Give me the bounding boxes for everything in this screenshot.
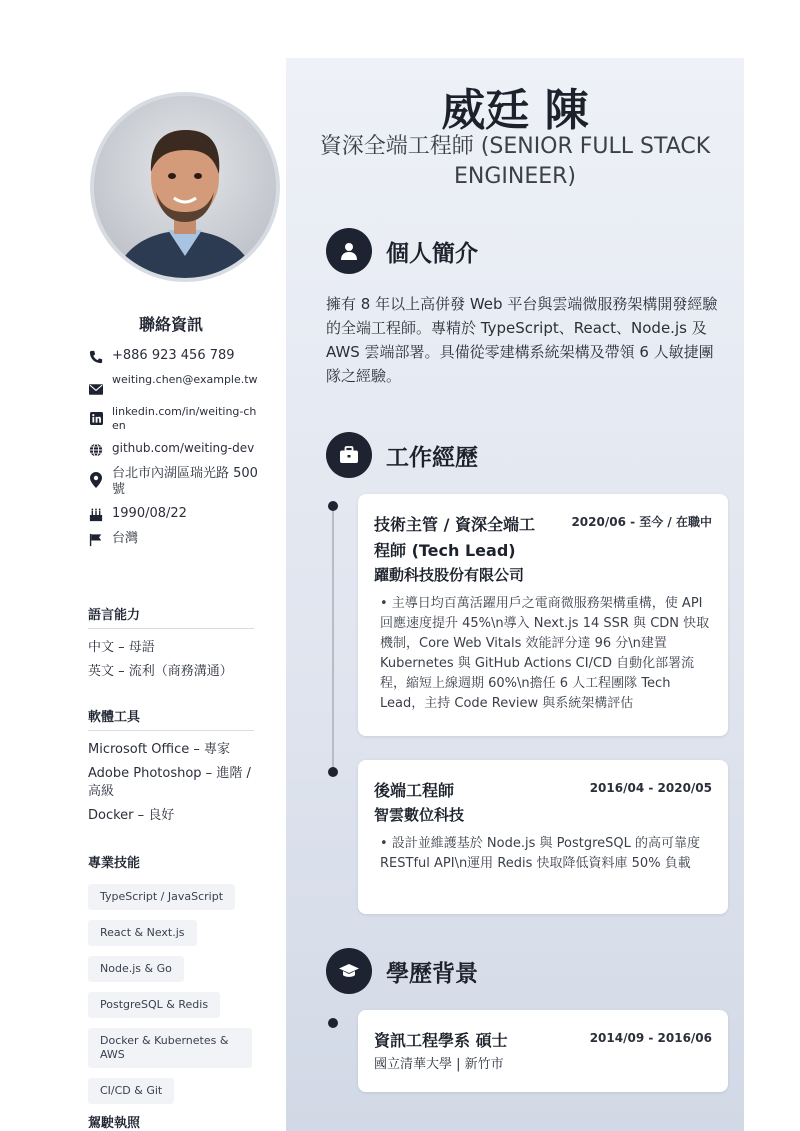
linkedin-icon [88, 410, 104, 426]
software-section [88, 706, 254, 831]
globe-icon [88, 442, 104, 458]
contact-list [88, 348, 258, 556]
sidebar [56, 58, 286, 1131]
software-item: Adobe Photoshop – 進階 / 高級 [88, 766, 251, 799]
graduation-cap-icon [326, 948, 372, 994]
software-item: Microsoft Office – 專家 [88, 742, 231, 757]
skill-chip: CI/CD & Git [88, 1078, 174, 1104]
software-item: Docker – 良好 [88, 808, 175, 823]
cake-icon [88, 507, 104, 523]
contact-github [88, 441, 258, 458]
education-card [358, 1010, 728, 1092]
address-text: 台北市內湖區瑞光路 500 號 [112, 466, 258, 497]
education-degree: 資訊工程學系 碩士 [374, 1031, 508, 1050]
job-title: 技術主管 / 資深全端工程師 (Tech Lead) [374, 515, 535, 560]
skill-chip: Docker & Kubernetes & AWS [88, 1028, 252, 1068]
experience-heading [326, 432, 478, 478]
profile-photo [90, 92, 280, 282]
phone-icon [88, 349, 104, 365]
job-description: • 設計並維護基於 Node.js 與 PostgreSQL 的高可靠度 RESTful API\n運用 Redis 快取降低資料庫 50% 負載 [380, 836, 701, 871]
software-title: 軟體工具 [88, 706, 254, 731]
birthday-text: 1990/08/22 [112, 506, 187, 521]
nationality-text: 台灣 [112, 531, 139, 546]
summary-heading [326, 228, 478, 274]
education-school: 國立清華大學 | 新竹市 [374, 1057, 504, 1072]
languages-section [88, 604, 254, 687]
contact-address [88, 466, 258, 498]
language-item: 中文 – 母語 [88, 640, 155, 655]
education-title: 學歷背景 [386, 960, 478, 987]
education-heading [326, 948, 478, 994]
license-section [88, 1112, 254, 1131]
timeline-dot [328, 767, 338, 777]
job-card [358, 760, 728, 914]
skills-section [88, 852, 254, 1114]
skills-title: 專業技能 [88, 856, 141, 871]
email-link[interactable]: weiting.chen@example.tw [112, 373, 258, 386]
summary-text: 擁有 8 年以上高併發 Web 平台與雲端微服務架構開發經驗的全端工程師。專精於 TypeScript、React、Node.js 及 AWS 雲端部署。具備從零建構系統架構及帶領 6 人敏捷團隊之經驗。 [326, 295, 718, 385]
contact-linkedin [88, 405, 258, 433]
skill-chip: React & Next.js [88, 920, 197, 946]
job-role: 資深全端工程師 (SENIOR FULL STACK ENGINEER) [319, 134, 711, 189]
user-icon [326, 228, 372, 274]
skill-chip: Node.js & Go [88, 956, 184, 982]
skill-chip: PostgreSQL & Redis [88, 992, 220, 1018]
map-pin-icon [88, 472, 104, 488]
phone-text[interactable]: +886 923 456 789 [112, 348, 235, 363]
languages-title: 語言能力 [88, 604, 254, 629]
job-title: 後端工程師 [374, 781, 455, 800]
person-name: 威廷 陳 [441, 85, 589, 136]
experience-title: 工作經歷 [386, 444, 478, 471]
summary-title: 個人簡介 [386, 240, 478, 267]
contact-title: 聯絡資訊 [138, 315, 203, 334]
timeline-dot [328, 501, 338, 511]
contact-phone [88, 348, 258, 365]
job-date: 2016/04 - 2020/05 [589, 781, 712, 795]
experience-timeline [332, 508, 334, 772]
language-item: 英文 – 流利（商務溝通） [88, 664, 233, 679]
skills-list [88, 884, 254, 1114]
contact-email [88, 373, 258, 397]
resume-sheet [56, 58, 744, 1131]
flag-icon [88, 532, 104, 548]
timeline-dot [328, 1018, 338, 1028]
license-title: 駕駛執照 [88, 1116, 141, 1131]
main-content [286, 58, 744, 1131]
job-date: 2020/06 - 至今 / 在職中 [571, 515, 712, 529]
mail-icon [88, 381, 104, 397]
skill-chip: TypeScript / JavaScript [88, 884, 235, 910]
briefcase-icon [326, 432, 372, 478]
contact-nationality [88, 531, 258, 548]
linkedin-link[interactable]: linkedin.com/in/weiting-chen [112, 405, 257, 432]
job-card [358, 494, 728, 736]
github-link[interactable]: github.com/weiting-dev [112, 441, 255, 455]
job-company: 智雲數位科技 [374, 806, 465, 824]
job-company: 躍動科技股份有限公司 [374, 566, 525, 584]
contact-birthday [88, 506, 258, 523]
job-description: • 主導日均百萬活躍用戶之電商微服務架構重構，使 API 回應速度提升 45%\n導入 Next.js 14 SSR 與 CDN 快取機制，Core Web Vitals 效能評分達 96 分\n建置 Kubernetes 與 GitHub Actions CI/CD 自動化部署流程，縮短上線週期 60%\n擔任 6 人工程團隊 Tech Lead，主持 Code Review 與系統架構評估 [380, 596, 710, 711]
education-date: 2014/09 - 2016/06 [589, 1031, 712, 1045]
